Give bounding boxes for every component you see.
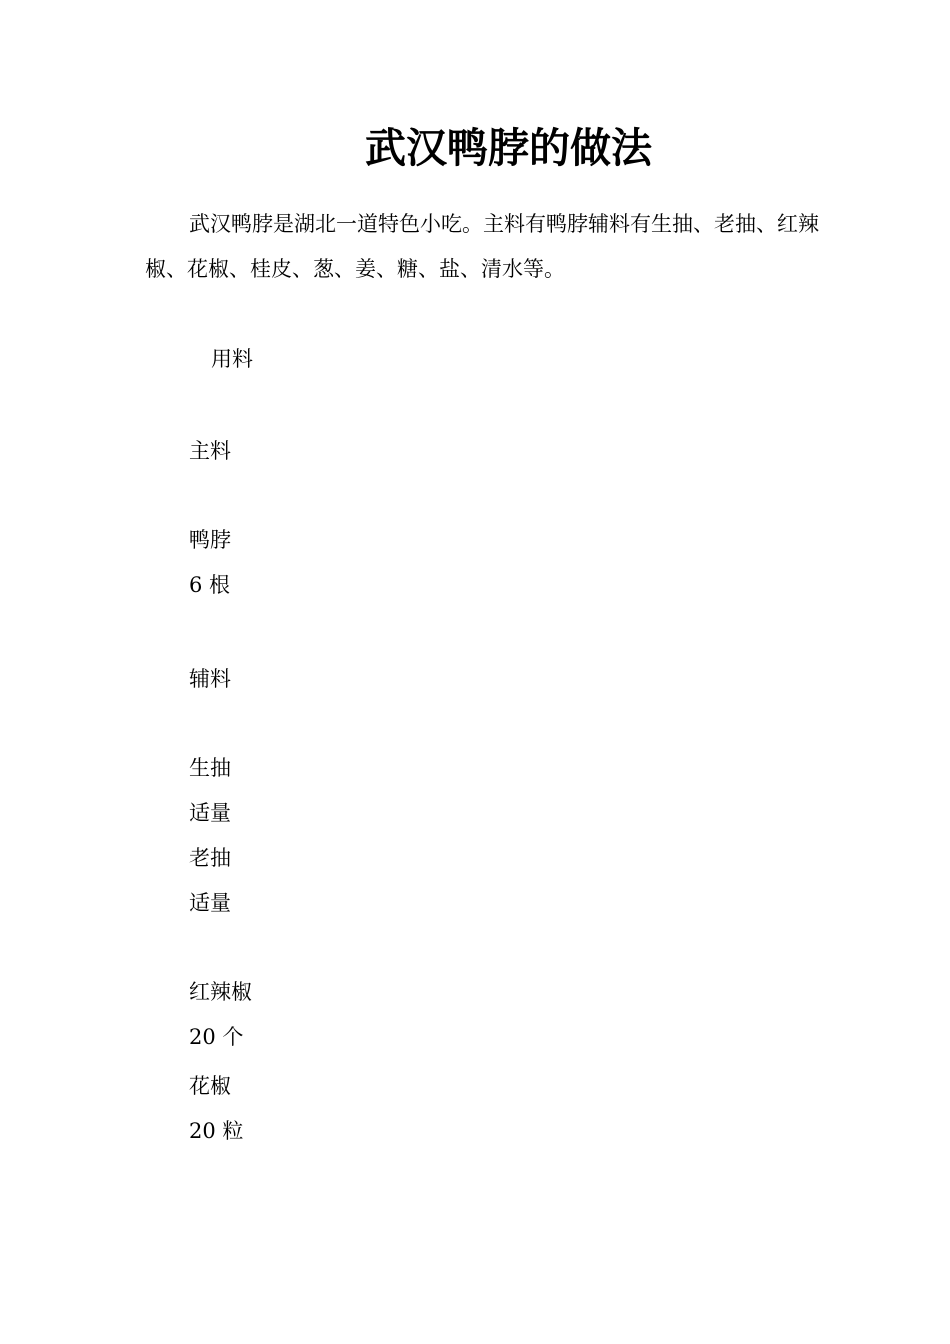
ingredient-name-light-soy: 生抽 bbox=[189, 756, 231, 780]
ingredient-name-red-chili: 红辣椒 bbox=[189, 980, 252, 1004]
ingredient-name-dark-soy: 老抽 bbox=[189, 846, 231, 870]
page-title: 武汉鸭脖的做法 bbox=[365, 124, 652, 172]
ingredient-name-duck-neck: 鸭脖 bbox=[189, 528, 231, 552]
ingredient-amount-red-chili: 20 个 bbox=[189, 1025, 244, 1049]
ingredient-amount-light-soy: 适量 bbox=[189, 801, 231, 825]
ingredient-amount-dark-soy: 适量 bbox=[189, 891, 231, 915]
ingredient-name-sichuan-pepper: 花椒 bbox=[189, 1074, 231, 1098]
ingredients-heading: 用料 bbox=[211, 347, 253, 371]
aux-ingredients-heading: 辅料 bbox=[189, 667, 231, 691]
main-ingredients-heading: 主料 bbox=[189, 439, 231, 463]
intro-paragraph: 武汉鸭脖是湖北一道特色小吃。主料有鸭脖辅料有生抽、老抽、红辣椒、花椒、桂皮、葱、姜、糖、盐、清水等。 bbox=[145, 212, 819, 281]
ingredient-amount-sichuan-pepper: 20 粒 bbox=[189, 1119, 244, 1143]
ingredient-amount-duck-neck: 6 根 bbox=[189, 573, 231, 597]
